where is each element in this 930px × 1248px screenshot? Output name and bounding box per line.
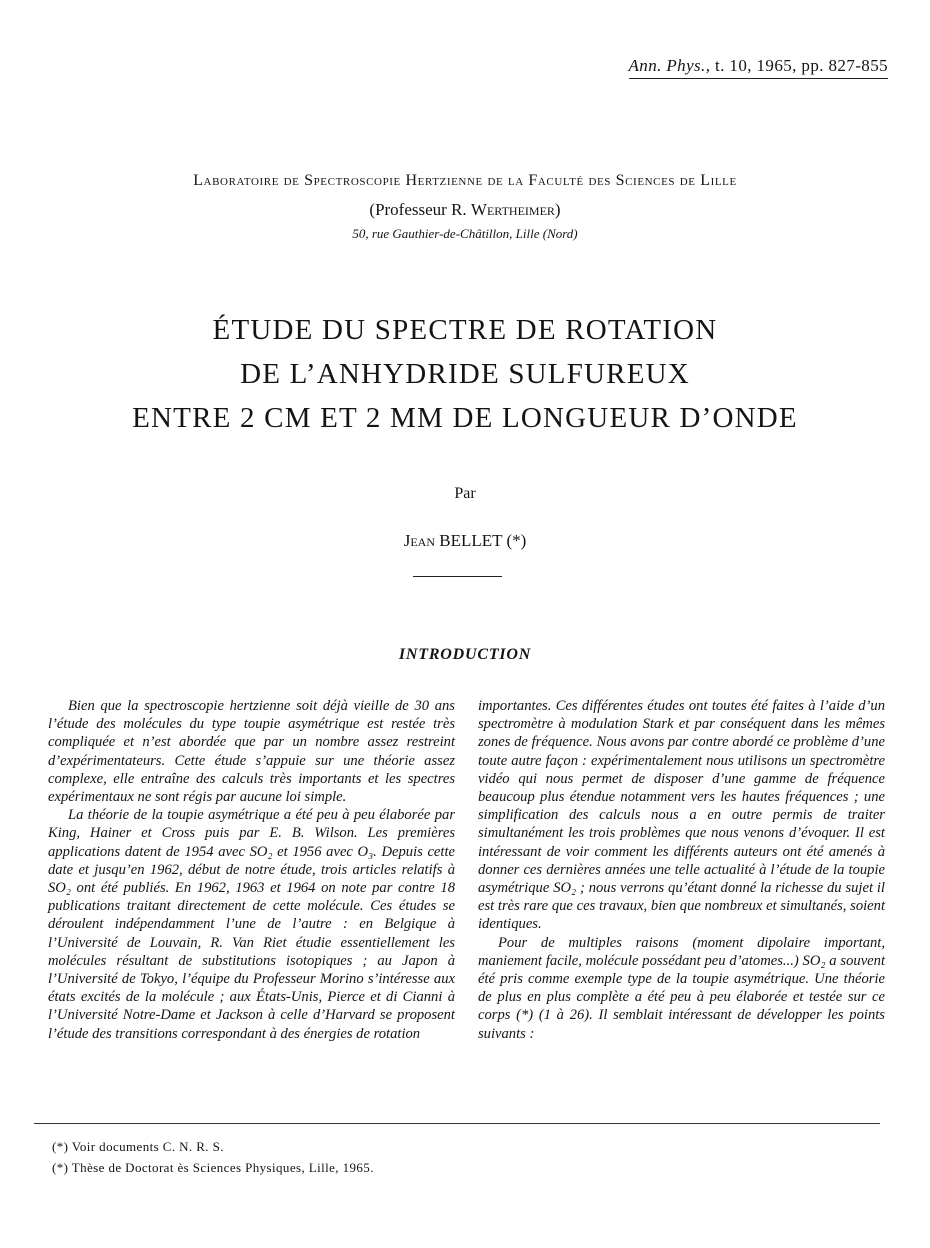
title-line-1: ÉTUDE DU SPECTRE DE ROTATION	[212, 314, 718, 346]
body-paragraph: Bien que la spectroscopie hertzienne soit déjà vieille de 30 ans l’étude des molécules du type toupie asymétrique est restée très compliquée et n’est abordée que par un nombre assez restreint d’expérimentateurs. Cette étude s’appuie sur une théorie assez complexe, elle entraîne des calculs très importants et les spectres expérimentaux ne sont régis par aucune loi simple.	[48, 698, 455, 806]
author-first-name: Jean	[403, 531, 435, 550]
journal-volume-pages: t. 10, 1965, pp. 827-855	[710, 56, 888, 75]
title-line-2: DE L’ANHYDRIDE SULFUREUX	[240, 358, 690, 390]
footnote-2: (*) Thèse de Doctorat ès Sciences Physiques, Lille, 1965.	[52, 1160, 374, 1175]
professor-line	[0, 200, 930, 220]
laboratory-name: Laboratoire de Spectroscopie Hertzienne de la Faculté des Sciences de Lille	[193, 172, 737, 189]
footnote-divider	[34, 1123, 880, 1124]
title-divider	[413, 576, 502, 577]
author-last-name: BELLET (*)	[435, 531, 527, 550]
section-heading: INTRODUCTION	[398, 646, 532, 663]
professor-prefix: (Professeur R.	[369, 200, 471, 219]
paper-title	[0, 308, 930, 440]
professor-name: Wertheimer	[470, 200, 555, 219]
left-column	[48, 697, 455, 1043]
body-paragraph: Pour de multiples raisons (moment dipolaire important, maniement facile, molécule possédant peu d’atomes...) SO₂ a souvent été pris comme exemple type de la toupie asymétrique. Une théorie de plus en plus complète a été peu à peu élaborée et testée sur ce corps (*) (1 à 26). Il semblait intéressant de développer les points suivants :	[478, 934, 885, 1042]
right-column	[478, 697, 885, 1043]
professor-suffix: )	[554, 200, 561, 219]
title-line-3: ENTRE 2 CM ET 2 MM DE LONGUEUR D’ONDE	[132, 402, 798, 434]
journal-name: Ann. Phys.,	[628, 56, 711, 75]
journal-reference	[629, 56, 888, 79]
footnote-1: (*) Voir documents C. N. R. S.	[52, 1139, 224, 1154]
author-name	[0, 531, 930, 551]
body-paragraph: importantes. Ces différentes études ont toutes été faites à l’aide d’un spectromètre à modulation Stark et par conséquent dans les mêmes zones de fréquence. Nous avons par contre abordé ce problème d’une toute autre façon : expérimentalement nous utilisons un spectromètre vidéo qui nous permet de disposer d’une gamme de fréquence beaucoup plus étendue notamment vers les hautes fréquences ; une simplification des calculs nous a en outre permis de traiter simultanément les trois problèmes que nous venons d’évoquer. Il est intéressant de voir comment les différents auteurs ont été amenés à donner ces dernières années une telle actualité à l’étude de la toupie asymétrique SO₂ ; nous verrons qu’étant donné la richesse du sujet il est très rare que ces travaux, bien que nombreux et simultanés, soient identiques.	[478, 698, 885, 933]
body-paragraph: La théorie de la toupie asymétrique a été peu à peu élaborée par King, Hainer et Cross puis par E. B. Wilson. Les premières applications datent de 1954 avec SO₂ et 1956 avec O₃. Depuis cette date et jusqu’en 1962, début de notre étude, trois articles relatifs à SO₂ ont été publiés. En 1962, 1963 et 1964 on note par contre 18 publications traitant directement de cette molécule. Ces études se déroulent indépendamment l’une de l’autre : en Belgique à l’Université de Louvain, R. Van Riet étudie essentiellement les molécules résultant de substitutions isotopiques ; au Japon à l’Université de Tokyo, l’équipe du Professeur Morino s’intéresse aux états excités de la molécule ; aux États-Unis, Pierce et di Cianni à l’Université Notre-Dame et Jackson à celle d’Harvard se proposent l’étude des transitions correspondant à des énergies de rotation	[48, 807, 455, 1042]
by-label: Par	[454, 485, 476, 502]
laboratory-address: 50, rue Gauthier-de-Châtillon, Lille (Nord)	[352, 226, 578, 241]
